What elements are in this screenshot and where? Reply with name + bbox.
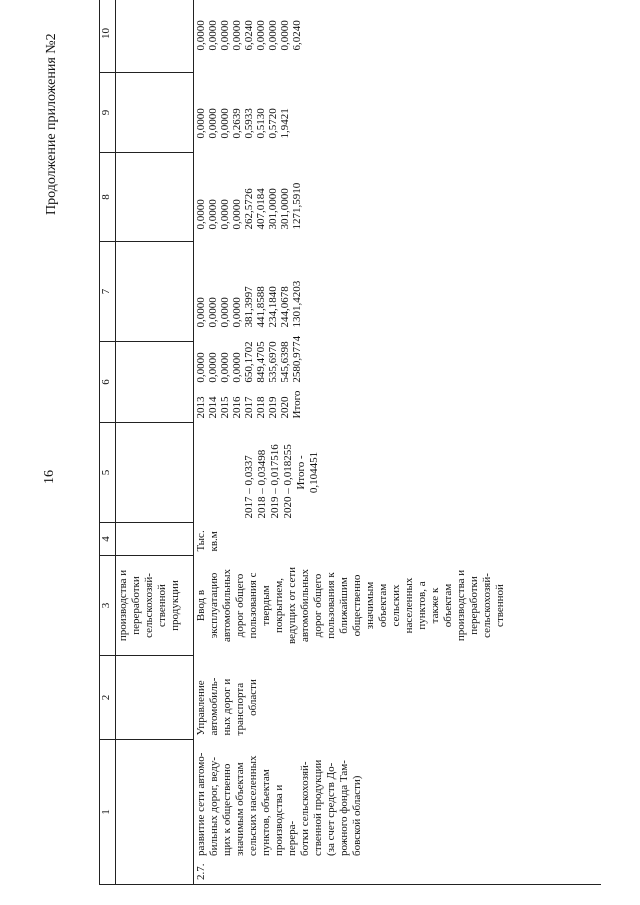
row-name-cell xyxy=(194,740,602,885)
column-number: 2 xyxy=(100,656,116,740)
unit-cell: Тыс. кв.м xyxy=(195,530,220,552)
col6-values: 0,0000 0,0000 0,0000 0,0000 650,1702 849,4705 535,6970 545,6398 2580,9774 xyxy=(195,335,303,383)
column-number: 8 xyxy=(100,153,116,242)
column-number: 6 xyxy=(100,342,116,423)
page-number: 16 xyxy=(42,470,57,484)
appendix-title: Продолжение приложения №2 xyxy=(44,33,59,215)
column-number: 1 xyxy=(100,740,116,885)
col7-values: 0,0000 0,0000 0,0000 0,0000 381,3997 441,8588 234,1840 244,0678 1301,4203 xyxy=(195,280,303,328)
years-column: 2013 2014 2015 2016 2017 2018 2019 2020 Итого xyxy=(195,390,303,419)
column-number: 5 xyxy=(100,423,116,523)
column-number: 3 xyxy=(100,556,116,656)
col8-values: 0,0000 0,0000 0,0000 0,0000 262,5726 407,0184 301,0000 301,0000 1271,5910 xyxy=(195,182,303,230)
activity-cell: Ввод в эксплуатацию автомобильных дорог общего пользования с твердым покрытием, ведущих от сети автомобильных дорог общего пользования к ближайшим общественно значимым объектам сельских населенных пунктов, а также к объектам производства и переработки сельскохозяй- ственной xyxy=(195,566,506,645)
column-number-row xyxy=(100,0,116,885)
column-number: 9 xyxy=(100,73,116,153)
executor-cell: Управление автомобиль- ных дорог и транспорта области xyxy=(195,677,259,736)
col9-values: 0,0000 0,0000 0,0000 0,2639 0,5933 0,5130 0,5720 1,9421 xyxy=(195,108,291,139)
column-number: 4 xyxy=(100,523,116,556)
years-values-cell xyxy=(194,335,602,423)
rotated-table-sheet xyxy=(99,20,619,885)
column-number: 10 xyxy=(100,0,116,73)
table-row xyxy=(194,0,602,885)
continued-activity-cell: производства и переработки сельскохозяй- ственной продукции xyxy=(116,556,194,656)
col10-values: 0,0000 0,0000 0,0000 0,0000 6,0240 0,0000 0,0000 0,0000 6,0240 xyxy=(194,0,602,73)
row-number: 2.7. xyxy=(195,863,207,880)
program-table xyxy=(99,0,601,885)
column-number: 7 xyxy=(100,242,116,342)
continued-row xyxy=(116,0,194,885)
indicator-cell: 2017 – 0,0337 2018 – 0,03498 2019 – 0,017516 2020 – 0,018255 Итого - 0,104451 xyxy=(243,444,320,519)
row-name: развитие сети автомо- бильных дорог, веду- щих к общественно значимым объектам сельских населенных пунктов, объектам производства и перера- ботки сельскохозяй- ственной продукции (за счет средств До- рожного фонда Там- бовской области) xyxy=(195,752,363,856)
